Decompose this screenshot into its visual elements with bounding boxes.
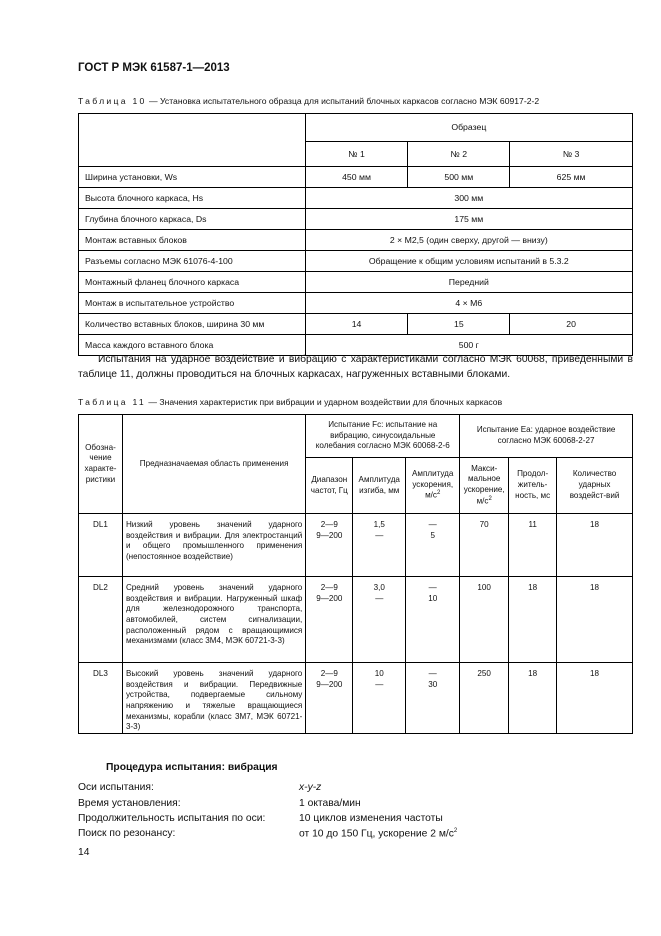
table-row [79,251,633,272]
row-label: Масса каждого вставного блока [79,335,306,356]
row-bend: 3,0 — [353,577,406,663]
bend-header: Амплитуда изгиба, мм [353,458,406,514]
table10-col3: № 3 [510,142,633,167]
row-label: Разъемы согласно МЭК 61076-4-100 [79,251,306,272]
row-dur: 18 [509,663,557,734]
ea-test-header: Испытание Ea: ударное воздействие согласно МЭК 60068-2-27 [460,415,633,458]
count-header: Количество ударных воздейст-вий [557,458,633,514]
row-application: Высокий уровень значений ударного воздействия и вибрации. Передвижные устройства, подвергаемые сильному напряжению и тяжелые вращающиеся механизмы, корабли (класс 3М7, МЭК 60721-3-3) [122,663,305,734]
table10-caption-text: — Установка испытательного образца для испытаний блочных каркасов согласно МЭК 60917-2-2 [149,96,540,106]
procedure-label: Продолжительность испытания по оси: [78,813,266,824]
row-value: Обращение к общим условиям испытаний в 5.3.2 [305,251,632,272]
row-count: 18 [557,663,633,734]
row-value: 20 [510,314,633,335]
row-maxacc: 70 [460,514,509,577]
row-label: Монтаж вставных блоков [79,230,306,251]
table-row [79,577,633,663]
row-value: Передний [305,272,632,293]
row-dur: 11 [509,514,557,577]
procedure-label: Поиск по резонансу: [78,828,176,839]
maxacc-header: Макси-мальное ускорение, $м/с^2$ [460,458,509,514]
table10-corner-cell [79,114,306,167]
row-bend: 10 — [353,663,406,734]
row-value: 15 [408,314,510,335]
row-count: 18 [557,514,633,577]
procedure-title: Процедура испытания: вибрация [106,762,278,773]
page-number: 14 [78,847,90,858]
row-value: 14 [305,314,408,335]
row-value: 175 мм [305,209,632,230]
row-id: DL2 [79,577,123,663]
dur-header: Продол-житель-ность, мс [509,458,557,514]
row-maxacc: 250 [460,663,509,734]
procedure-label: Время установления: [78,798,181,809]
table11-caption-label: Таблица 11 [78,397,147,407]
table-row [79,230,633,251]
table-row [79,293,633,314]
row-bend: 1,5 — [353,514,406,577]
row-freq: 2—9 9—200 [306,577,353,663]
row-application: Низкий уровень значений ударного воздействия и вибрации. Для электростанций и общего промышленного применения (непостоянное воздействие) [122,514,305,577]
row-label: Количество вставных блоков, ширина 30 мм [79,314,306,335]
procedure-label: Оси испытания: [78,782,154,793]
row-freq: 2—9 9—200 [306,663,353,734]
table-row [79,167,633,188]
row-label: Высота блочного каркаса, Hs [79,188,306,209]
row-id: DL1 [79,514,123,577]
procedure-value: от 10 до 150 Гц, ускорение 2 $м/с^2$ [299,828,458,840]
row-maxacc: 100 [460,577,509,663]
designation-header: Обозна-чение характе-ристики [79,415,123,514]
fc-test-header: Испытание Fc: испытание на вибрацию, синусоидальные колебания согласно МЭК 60068-2-6 [306,415,460,458]
document-header: ГОСТ Р МЭК 61587-1—2013 [78,62,230,74]
row-id: DL3 [79,663,123,734]
row-value: 500 г [305,335,632,356]
row-value: 450 мм [305,167,408,188]
body-paragraph: Испытания на ударное воздействие и вибрацию с характеристиками согласно МЭК 60068, приведенными в таблице 11, должны проводиться на блочных каркасах, нагруженных вставными блоками. [78,354,633,381]
table-row [79,209,633,230]
table10-col1: № 1 [305,142,408,167]
row-value: 300 мм [305,188,632,209]
row-application: Средний уровень значений ударного воздействия и вибрации. Нагруженный шкаф для железнодорожного транспорта, автомобилей, систем сигнализации, расположенный рядом с вращающимися механизмами (класс 3М4, МЭК 60721-3-3) [122,577,305,663]
row-count: 18 [557,577,633,663]
table-row [79,663,633,734]
row-label: Глубина блочного каркаса, Ds [79,209,306,230]
table10-col2: № 2 [408,142,510,167]
table-row [79,314,633,335]
procedure-value: 1 октава/мин [299,798,361,809]
row-acc: — 5 [406,514,460,577]
procedure-value: x-y-z [299,782,322,793]
row-freq: 2—9 9—200 [306,514,353,577]
row-value: 500 мм [408,167,510,188]
row-label: Ширина установки, Ws [79,167,306,188]
freq-header: Диапазон частот, Гц [306,458,353,514]
table-row [79,514,633,577]
table-11 [78,414,633,734]
row-value: 625 мм [510,167,633,188]
row-acc: — 30 [406,663,460,734]
table-row [79,272,633,293]
row-label: Монтаж в испытательное устройство [79,293,306,314]
acc-header: Амплитуда ускорения, $м/с^2$ [406,458,460,514]
procedure-value: 10 циклов изменения частоты [299,813,443,824]
table-row [79,188,633,209]
row-value: 4 × M6 [305,293,632,314]
table-10 [78,113,633,356]
table10-sample-header: Образец [305,114,632,142]
row-label: Монтажный фланец блочного каркаса [79,272,306,293]
table11-caption [78,397,502,407]
table10-caption [78,96,539,106]
table11-caption-text: — Значения характеристик при вибрации и ударном воздействии для блочных каркасов [148,397,503,407]
row-acc: — 10 [406,577,460,663]
application-header: Предназначаемая область применения [122,415,305,514]
table10-caption-label: Таблица 10 [78,96,147,106]
row-value: 2 × M2,5 (один сверху, другой — внизу) [305,230,632,251]
row-dur: 18 [509,577,557,663]
